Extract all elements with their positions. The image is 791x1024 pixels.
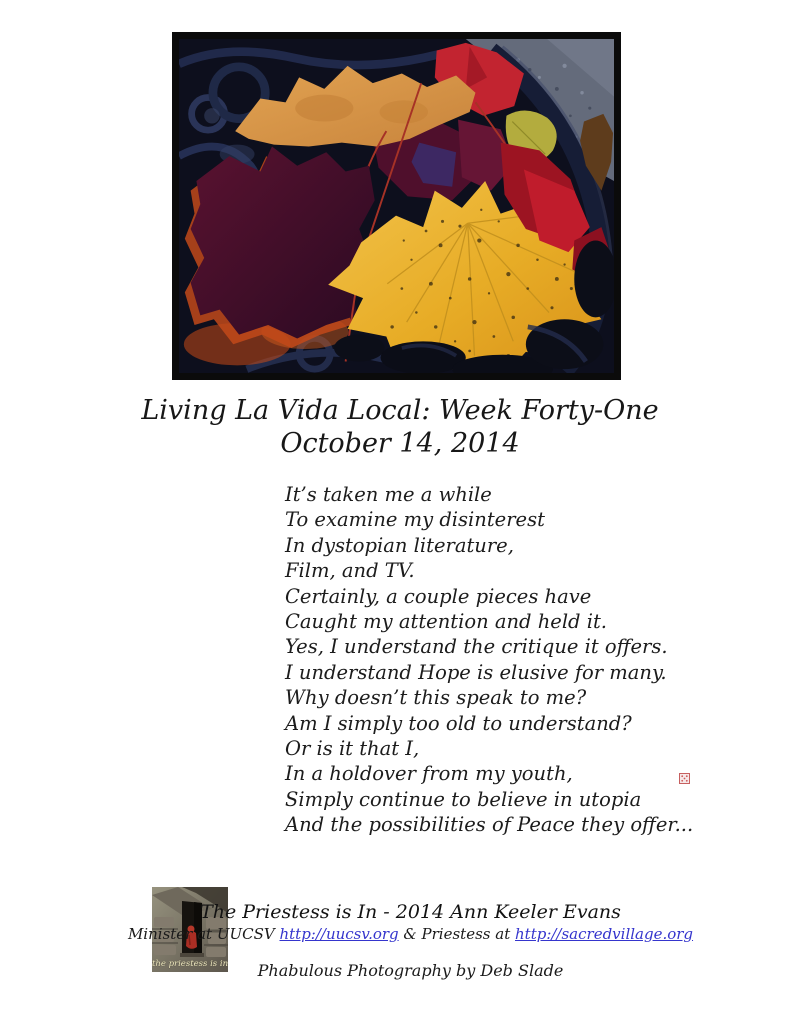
- roles-middle: & Priestess at: [398, 925, 515, 943]
- poem-line: Film, and TV.: [285, 559, 415, 583]
- footer: [30, 901, 791, 981]
- poem-line: Caught my attention and held it.: [285, 610, 608, 634]
- credit-line: The Priestess is In - 2014 Ann Keeler Evans: [200, 901, 621, 923]
- poem-line: In dystopian literature,: [285, 533, 514, 557]
- poem: [285, 482, 693, 838]
- poem-line: Am I simply too old to understand?: [285, 711, 632, 735]
- poem-line: Yes, I understand the critique it offers.: [285, 635, 668, 659]
- poem-line: Or is it that I,: [285, 737, 420, 761]
- poem-line: Why doesn’t this speak to me?: [285, 686, 587, 710]
- post-title-line1: Living La Vida Local: Week Forty-One: [141, 395, 659, 426]
- post-title-line2: October 14, 2014: [280, 428, 520, 459]
- uucsv-link[interactable]: http://uucsv.org: [279, 925, 399, 943]
- poem-line: It’s taken me a while: [285, 483, 492, 506]
- poem-line: To examine my disinterest: [285, 508, 545, 532]
- roles-line: [30, 925, 791, 944]
- autumn-leaves-art: [179, 39, 614, 373]
- sacredvillage-link[interactable]: http://sacredvillage.org: [515, 925, 694, 943]
- poem-line: Certainly, a couple pieces have: [285, 584, 592, 608]
- anchor-marker-icon: [679, 769, 690, 780]
- post-title: [0, 394, 791, 460]
- roles-prefix: Minister at UUCSV: [127, 925, 280, 943]
- poem-line: And the possibilities of Peace they offer...: [285, 813, 694, 837]
- photography-credit: Phabulous Photography by Deb Slade: [257, 961, 564, 980]
- poem-line: I understand Hope is elusive for many.: [285, 660, 667, 684]
- autumn-leaves-photo: [172, 32, 621, 380]
- poem-line: Simply continue to believe in utopia: [285, 787, 642, 811]
- poem-line: In a holdover from my youth,: [285, 762, 573, 786]
- thumbnail-caption: the priestess is in: [152, 959, 228, 969]
